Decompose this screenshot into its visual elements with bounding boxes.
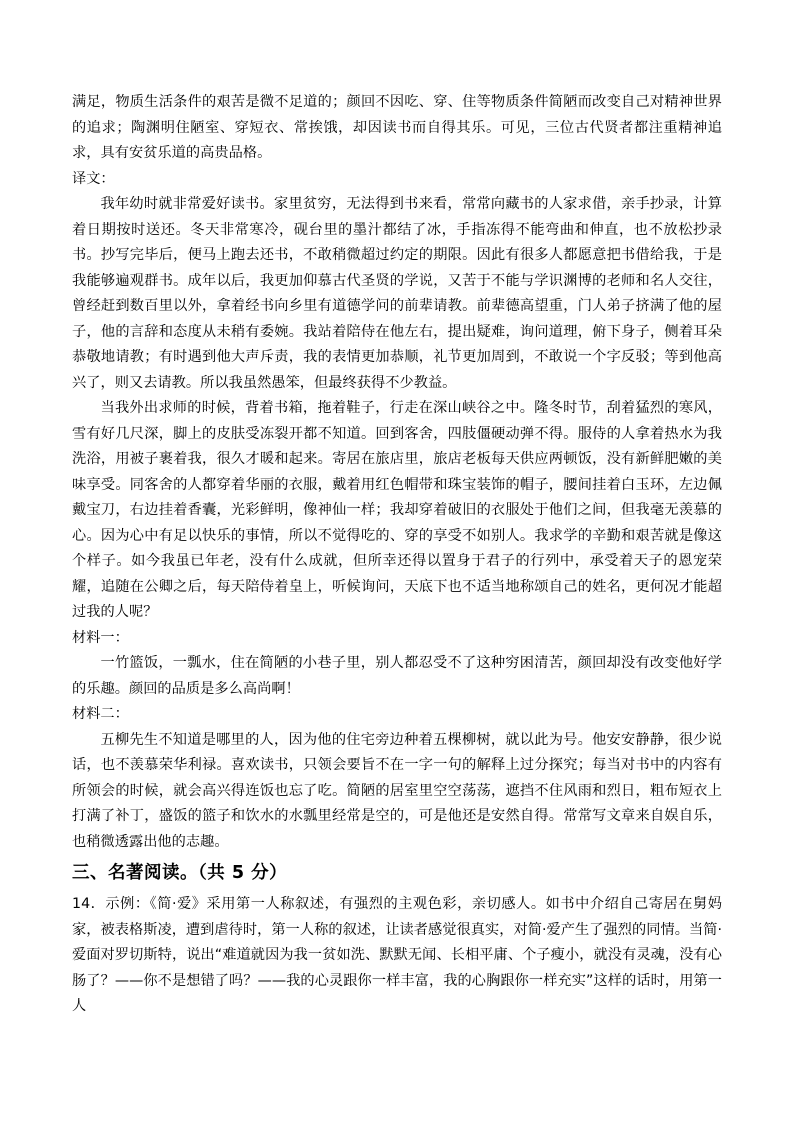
intro-paragraph: 满足，物质生活条件的艰苦是微不足道的；颜回不因吃、穿、住等物质条件简陋而改变自己对精神世界的追求；陶渊明住陋室、穿短衣、常挨饿，却因读书而自得其乐。可见，三位古代贤者都注重精神追求，具有安贫乐道的高贵品格。	[72, 94, 722, 161]
translation-label: 译文：	[72, 170, 115, 187]
translation-paragraph-1: 我年幼时就非常爱好读书。家里贫穷，无法得到书来看，常常向藏书的人家求借，亲手抄录，计算着日期按时送还。冬天非常寒冷，砚台里的墨汁都结了冰，手指冻得不能弯曲和伸直，也不放松抄录书。抄写完毕后，便马上跑去还书，不敢稍微超过约定的期限。因此有很多人都愿意把书借给我，于是我能够遍观群书。成年以后，我更加仰慕古代圣贤的学说，又苦于不能与学识渊博的老师和名人交往，曾经赶到数百里以外，拿着经书向乡里有道德学问的前辈请教。前辈德高望重，门人弟子挤满了他的屋子，他的言辞和态度从未稍有委婉。我站着陪侍在他左右，提出疑难，询问道理，俯下身子，侧着耳朵恭敬地请教；有时遇到他大声斥责，我的表情更加恭顺，礼节更加周到，不敢说一个字反驳；等到他高兴了，则又去请教。所以我虽然愚笨，但最终获得不少教益。	[72, 196, 722, 391]
question-14-paragraph: 14．示例：《简·爱》采用第一人称叙述，有强烈的主观色彩，亲切感人。如书中介绍自己寄居在舅妈家，被表格斯凌，遭到虐待时，第一人称的叙述，让读者感觉很真实，对简·爱产生了强烈的同情。当简·爱面对罗切斯特，说出“难道就因为我一贫如洗、默默无闻、长相平庸、个子瘦小，就没有灵魂，没有心肠了？——你不是想错了吗？——我的心灵跟你一样丰富，我的心胸跟你一样充实”这样的话时，用第一人	[72, 896, 722, 1014]
translation-paragraph-2: 当我外出求师的时候，背着书箱，拖着鞋子，行走在深山峡谷之中。隆冬时节，刮着猛烈的寒风，雪有好几尺深，脚上的皮肤受冻裂开都不知道。回到客舍，四肢僵硬动弹不得。服侍的人拿着热水为我洗浴，用被子裹着我，很久才暖和起来。寄居在旅店里，旅店老板每天供应两顿饭，没有新鲜肥嫩的美味享受。同客舍的人都穿着华丽的衣服，戴着用红色帽带和珠宝装饰的帽子，腰间挂着白玉环，左边佩戴宝刀，右边挂着香囊，光彩鲜明，像神仙一样；我却穿着破旧的衣服处于他们之间，但我毫无羡慕的心。因为心中有足以快乐的事情，所以不觉得吃的、穿的享受不如别人。我求学的辛勤和艰苦就是像这个样子。如今我虽已年老，没有什么成就，但所幸还得以置身于君子的行列中，承受着天子的恩宠荣耀，追随在公卿之后，每天陪侍着皇上，听候询问，天底下也不适当地称颂自己的姓名，更何况才能超过我的人呢？	[72, 400, 722, 620]
material2-label: 材料二：	[72, 706, 129, 722]
section-heading: 三、名著阅读。（共 5 分）	[72, 863, 288, 883]
material2-paragraph: 五柳先生不知道是哪里的人，因为他的住宅旁边种着五棵柳树，就以此为号。他安安静静，很少说话，也不羡慕荣华利禄。喜欢读书，只领会要旨不在一字一句的解释上过分探究；每当对书中的内容有所领会的时候，就会高兴得连饭也忘了吃。简陋的居室里空空荡荡，遮挡不住风雨和烈日，粗布短衣上打满了补丁，盛饭的篮子和饮水的水瓢里经常是空的，可是他还是安然自得。常常写文章来自娱自乐，也稍微透露出他的志趣。	[72, 731, 722, 850]
material1-label: 材料一：	[72, 629, 129, 646]
material1-paragraph: 一竹篮饭，一瓢水，住在简陋的小巷子里，别人都忍受不了这种穷困清苦，颜回却没有改变他好学的乐趣。颜回的品质是多么高尚啊！	[72, 655, 722, 697]
document-page	[72, 90, 722, 1020]
